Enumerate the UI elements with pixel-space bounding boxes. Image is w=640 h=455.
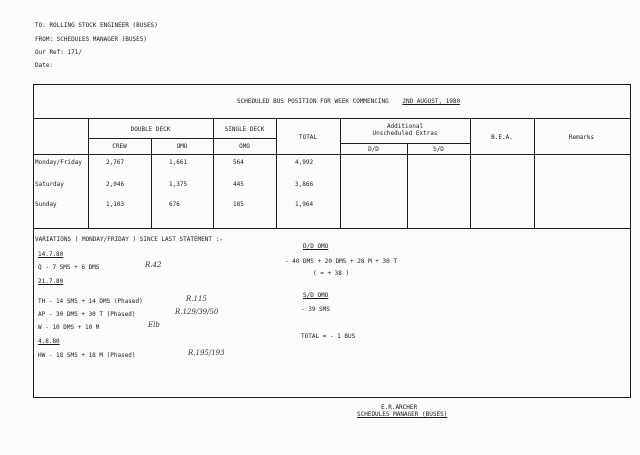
sd-omo-heading: S/D OMO — [303, 292, 329, 299]
table-bottom-rule — [34, 228, 630, 229]
cell-sd: 445 — [233, 181, 244, 188]
variation-line: TH - 14 SMS + 14 DMS (Phased) — [38, 298, 143, 305]
dd-omo-heading: D/D OMO — [303, 243, 329, 250]
sd-omo-line: - 39 SMS — [301, 306, 330, 313]
cell-sd: 185 — [233, 201, 244, 208]
dd-omo-net: ( = + 38 ) — [313, 270, 350, 277]
header-dd: D/D — [368, 146, 379, 153]
net-total: TOTAL = - 1 BUS — [301, 333, 356, 340]
col-rule — [88, 118, 89, 228]
variation-line: Q - 7 SMS + 6 DMS — [38, 264, 100, 271]
signature-title: SCHEDULES MANAGER (BUSES) — [357, 411, 448, 418]
row-day: Monday/Friday — [35, 159, 82, 166]
header-unscheduled: Unscheduled Extras — [372, 130, 438, 137]
cell-omo: 1,661 — [169, 159, 188, 166]
cell-total: 4,992 — [295, 159, 314, 166]
header-omo: OMO — [176, 143, 188, 150]
table-top-rule — [34, 118, 630, 119]
variation-date: 4.8.80 — [38, 338, 60, 345]
cell-omo: 676 — [169, 201, 180, 208]
variation-line: HW - 18 SMS + 18 M (Phased) — [38, 352, 136, 359]
memo-to: TO: ROLLING STOCK ENGINEER (BUSES) — [35, 22, 158, 29]
cell-total: 3,866 — [295, 181, 314, 188]
variation-date: 14.7.80 — [38, 251, 64, 258]
memo-from: FROM: SCHEDULES MANAGER (BUSES) — [35, 36, 147, 43]
header-total: TOTAL — [298, 134, 318, 141]
table-title: SCHEDULED BUS POSITION FOR WEEK COMMENCING 2ND AUGUST, 1980 — [237, 98, 461, 105]
variations-heading: VARIATIONS ( MONDAY/FRIDAY ) SINCE LAST STATEMENT :- — [35, 236, 223, 243]
header-single-deck: SINGLE DECK — [224, 126, 265, 133]
header-double-deck: DOUBLE DECK — [130, 126, 171, 133]
cell-total: 1,964 — [295, 201, 314, 208]
dd-omo-line: - 40 DMS + 20 DMS + 28 M + 30 T — [285, 258, 397, 265]
variation-line: W - 10 DMS + 10 M — [38, 324, 100, 331]
week-date: 2ND AUGUST, 1980 — [402, 98, 461, 105]
subheader-rule — [88, 138, 276, 139]
cell-sd: 564 — [233, 159, 244, 166]
memo-ref: Our Ref: 171/ — [35, 49, 82, 56]
col-rule — [407, 143, 408, 228]
col-rule — [213, 118, 214, 228]
handwritten-note: R.195/193 — [188, 349, 225, 357]
row-day: Saturday — [35, 181, 64, 188]
handwritten-note: R.42 — [145, 261, 162, 269]
handwritten-note: R.115 — [186, 295, 207, 303]
cell-crew: 2,767 — [106, 159, 125, 166]
header-crew: CREW — [112, 143, 127, 150]
header-bea: B.E.A. — [491, 134, 513, 141]
header-bottom-rule — [34, 154, 630, 155]
header-sd-omo: OMO — [239, 143, 250, 150]
variation-date: 21.7.80 — [38, 278, 64, 285]
handwritten-note: Elb — [148, 321, 160, 329]
variation-line: AP - 30 DMS + 30 T (Phased) — [38, 311, 136, 318]
row-day: Sunday — [35, 201, 57, 208]
handwritten-note: R.129/39/50 — [175, 308, 219, 316]
cell-crew: 1,103 — [106, 201, 125, 208]
signature-name: E.R.ARCHER — [381, 404, 418, 411]
subheader-rule — [340, 143, 470, 144]
cell-crew: 2,046 — [106, 181, 125, 188]
cell-omo: 1,375 — [169, 181, 188, 188]
header-additional: Additional — [386, 123, 424, 130]
header-sd: S/D — [433, 146, 444, 153]
col-rule — [151, 138, 152, 228]
header-remarks: Remarks — [568, 134, 595, 141]
memo-date: Date: — [35, 62, 54, 69]
